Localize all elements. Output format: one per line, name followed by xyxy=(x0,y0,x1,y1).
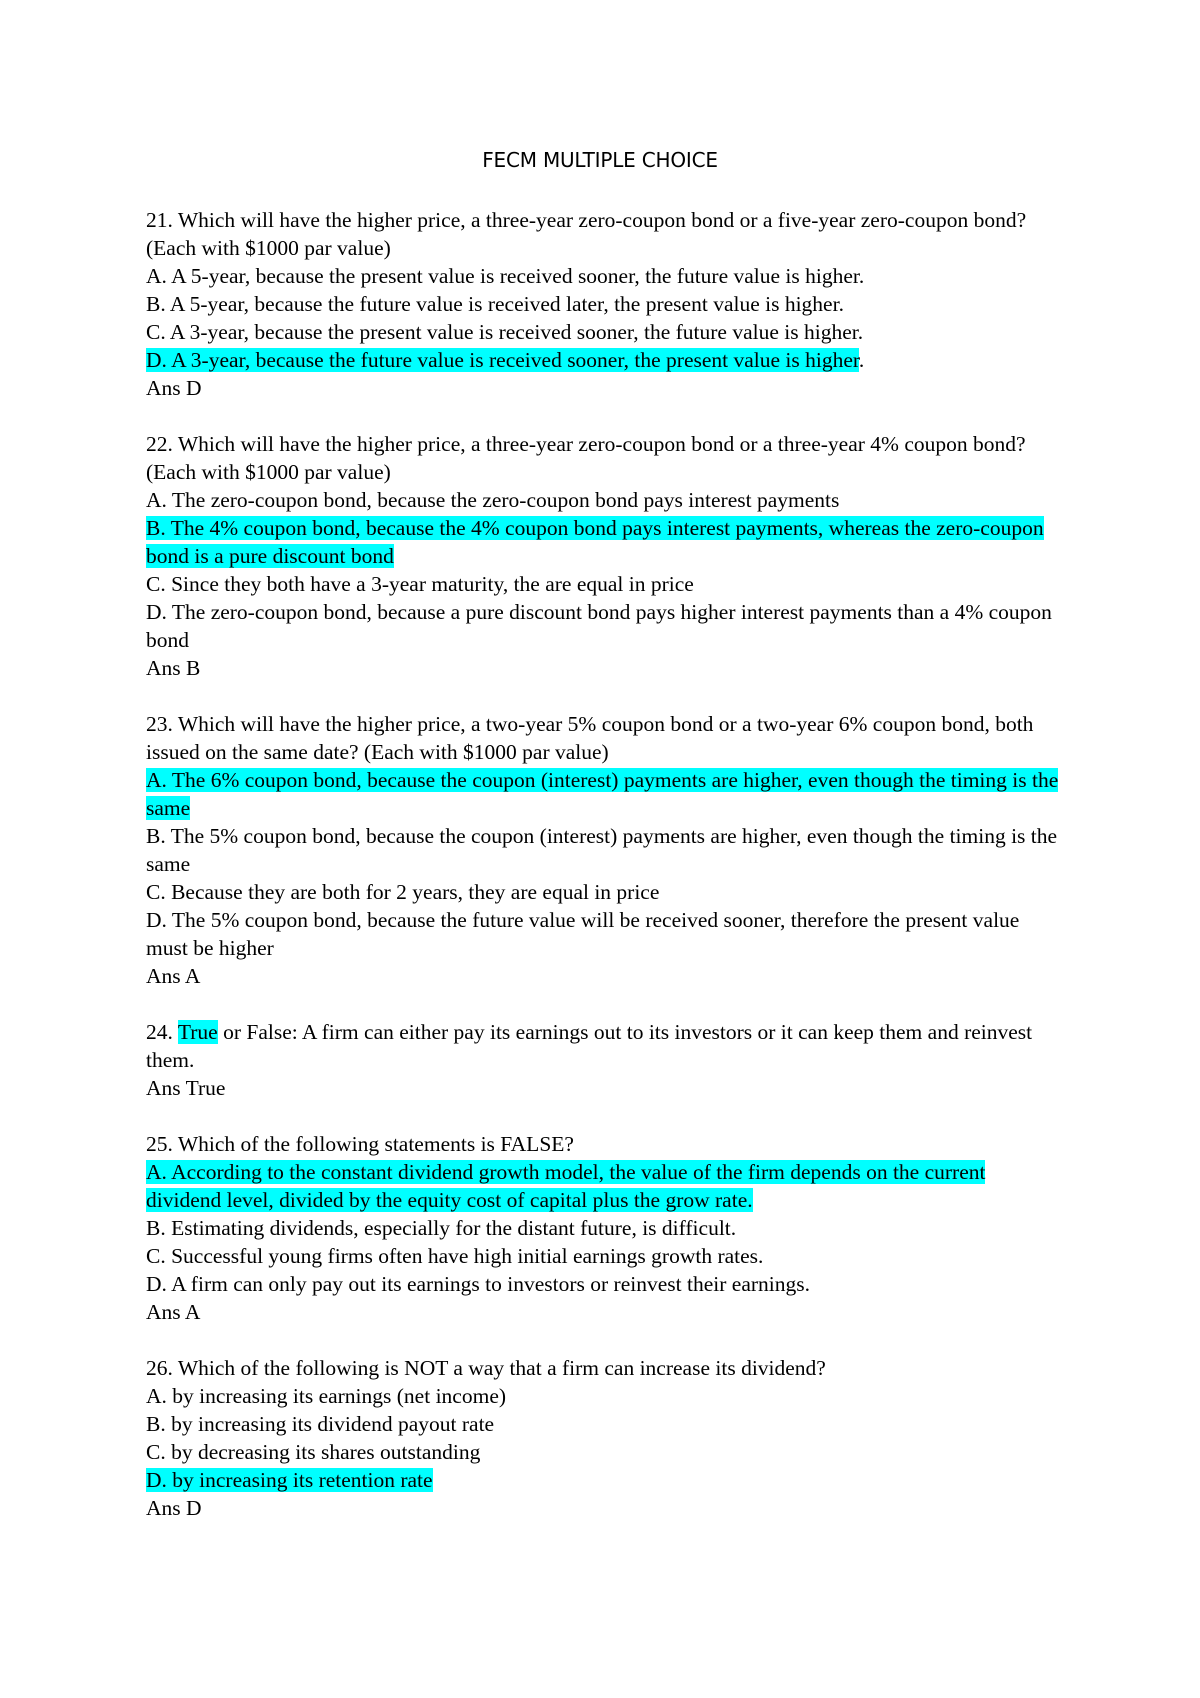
option-a-line xyxy=(146,1158,1066,1214)
option-b: B. The 5% coupon bond, because the coupon (interest) payments are higher, even though the timing is the same xyxy=(146,824,1058,876)
option-c: C. Since they both have a 3-year maturity, the are equal in price xyxy=(146,572,694,596)
option-b-line xyxy=(146,514,1066,570)
question-21 xyxy=(146,206,1066,402)
option-d-highlighted: D. by increasing its retention rate xyxy=(146,1468,433,1492)
option-b-highlighted: B. The 4% coupon bond, because the 4% coupon bond pays interest payments, whereas the zero-coupon bond is a pure discount bond xyxy=(146,516,1044,568)
stem-number: 24. xyxy=(146,1020,178,1044)
question-stem: 21. Which will have the higher price, a three-year zero-coupon bond or a five-year zero-coupon bond? (Each with $1000 par value) xyxy=(146,208,1027,260)
option-a: A. by increasing its earnings (net income) xyxy=(146,1384,507,1408)
answer: Ans A xyxy=(146,964,201,988)
option-b: B. Estimating dividends, especially for the distant future, is difficult. xyxy=(146,1216,737,1240)
question-26 xyxy=(146,1354,1066,1522)
option-c: C. Successful young firms often have high initial earnings growth rates. xyxy=(146,1244,764,1268)
option-d-line xyxy=(146,346,1066,374)
stem-rest: or False: A firm can either pay its earnings out to its investors or it can keep them and reinvest them. xyxy=(146,1020,1033,1072)
option-c: C. Because they are both for 2 years, they are equal in price xyxy=(146,880,660,904)
answer: Ans True xyxy=(146,1076,226,1100)
question-stem: 25. Which of the following statements is FALSE? xyxy=(146,1132,574,1156)
answer: Ans D xyxy=(146,376,202,400)
question-stem: 22. Which will have the higher price, a three-year zero-coupon bond or a three-year 4% coupon bond? (Each with $1000 par value) xyxy=(146,432,1026,484)
question-stem: 23. Which will have the higher price, a two-year 5% coupon bond or a two-year 6% coupon bond, both issued on the same date? (Each with $1000 par value) xyxy=(146,712,1034,764)
document-title: FECM MULTIPLE CHOICE xyxy=(482,148,718,172)
option-d: D. The zero-coupon bond, because a pure discount bond pays higher interest payments than a 4% coupon bond xyxy=(146,600,1052,652)
option-d: D. A firm can only pay out its earnings to investors or reinvest their earnings. xyxy=(146,1272,810,1296)
option-a-line xyxy=(146,766,1066,822)
option-c: C. A 3-year, because the present value is received sooner, the future value is higher. xyxy=(146,320,864,344)
answer: Ans A xyxy=(146,1300,201,1324)
option-a-highlighted: A. The 6% coupon bond, because the coupon (interest) payments are higher, even though the timing is the same xyxy=(146,768,1059,820)
option-b: B. A 5-year, because the future value is received later, the present value is higher. xyxy=(146,292,844,316)
answer: Ans D xyxy=(146,1496,202,1520)
option-d-trailing: . xyxy=(858,348,865,372)
option-a-highlighted: A. According to the constant dividend growth model, the value of the firm depends on the current dividend level, divided by the equity cost of capital plus the grow rate. xyxy=(146,1160,986,1212)
option-a: A. The zero-coupon bond, because the zero-coupon bond pays interest payments xyxy=(146,488,840,512)
question-list xyxy=(146,206,1066,1550)
question-24 xyxy=(146,1018,1066,1102)
question-stem: 26. Which of the following is NOT a way that a firm can increase its dividend? xyxy=(146,1356,826,1380)
answer: Ans B xyxy=(146,656,201,680)
option-d: D. The 5% coupon bond, because the future value will be received sooner, therefore the present value must be higher xyxy=(146,908,1020,960)
question-23 xyxy=(146,710,1066,990)
question-22 xyxy=(146,430,1066,682)
question-stem xyxy=(146,1018,1066,1074)
question-25 xyxy=(146,1130,1066,1326)
option-a: A. A 5-year, because the present value is received sooner, the future value is higher. xyxy=(146,264,865,288)
option-d-line xyxy=(146,1466,1066,1494)
stem-highlighted-answer: True xyxy=(177,1020,218,1044)
option-b: B. by increasing its dividend payout rate xyxy=(146,1412,495,1436)
option-d-highlighted: D. A 3-year, because the future value is received sooner, the present value is higher xyxy=(146,348,859,372)
option-c: C. by decreasing its shares outstanding xyxy=(146,1440,481,1464)
